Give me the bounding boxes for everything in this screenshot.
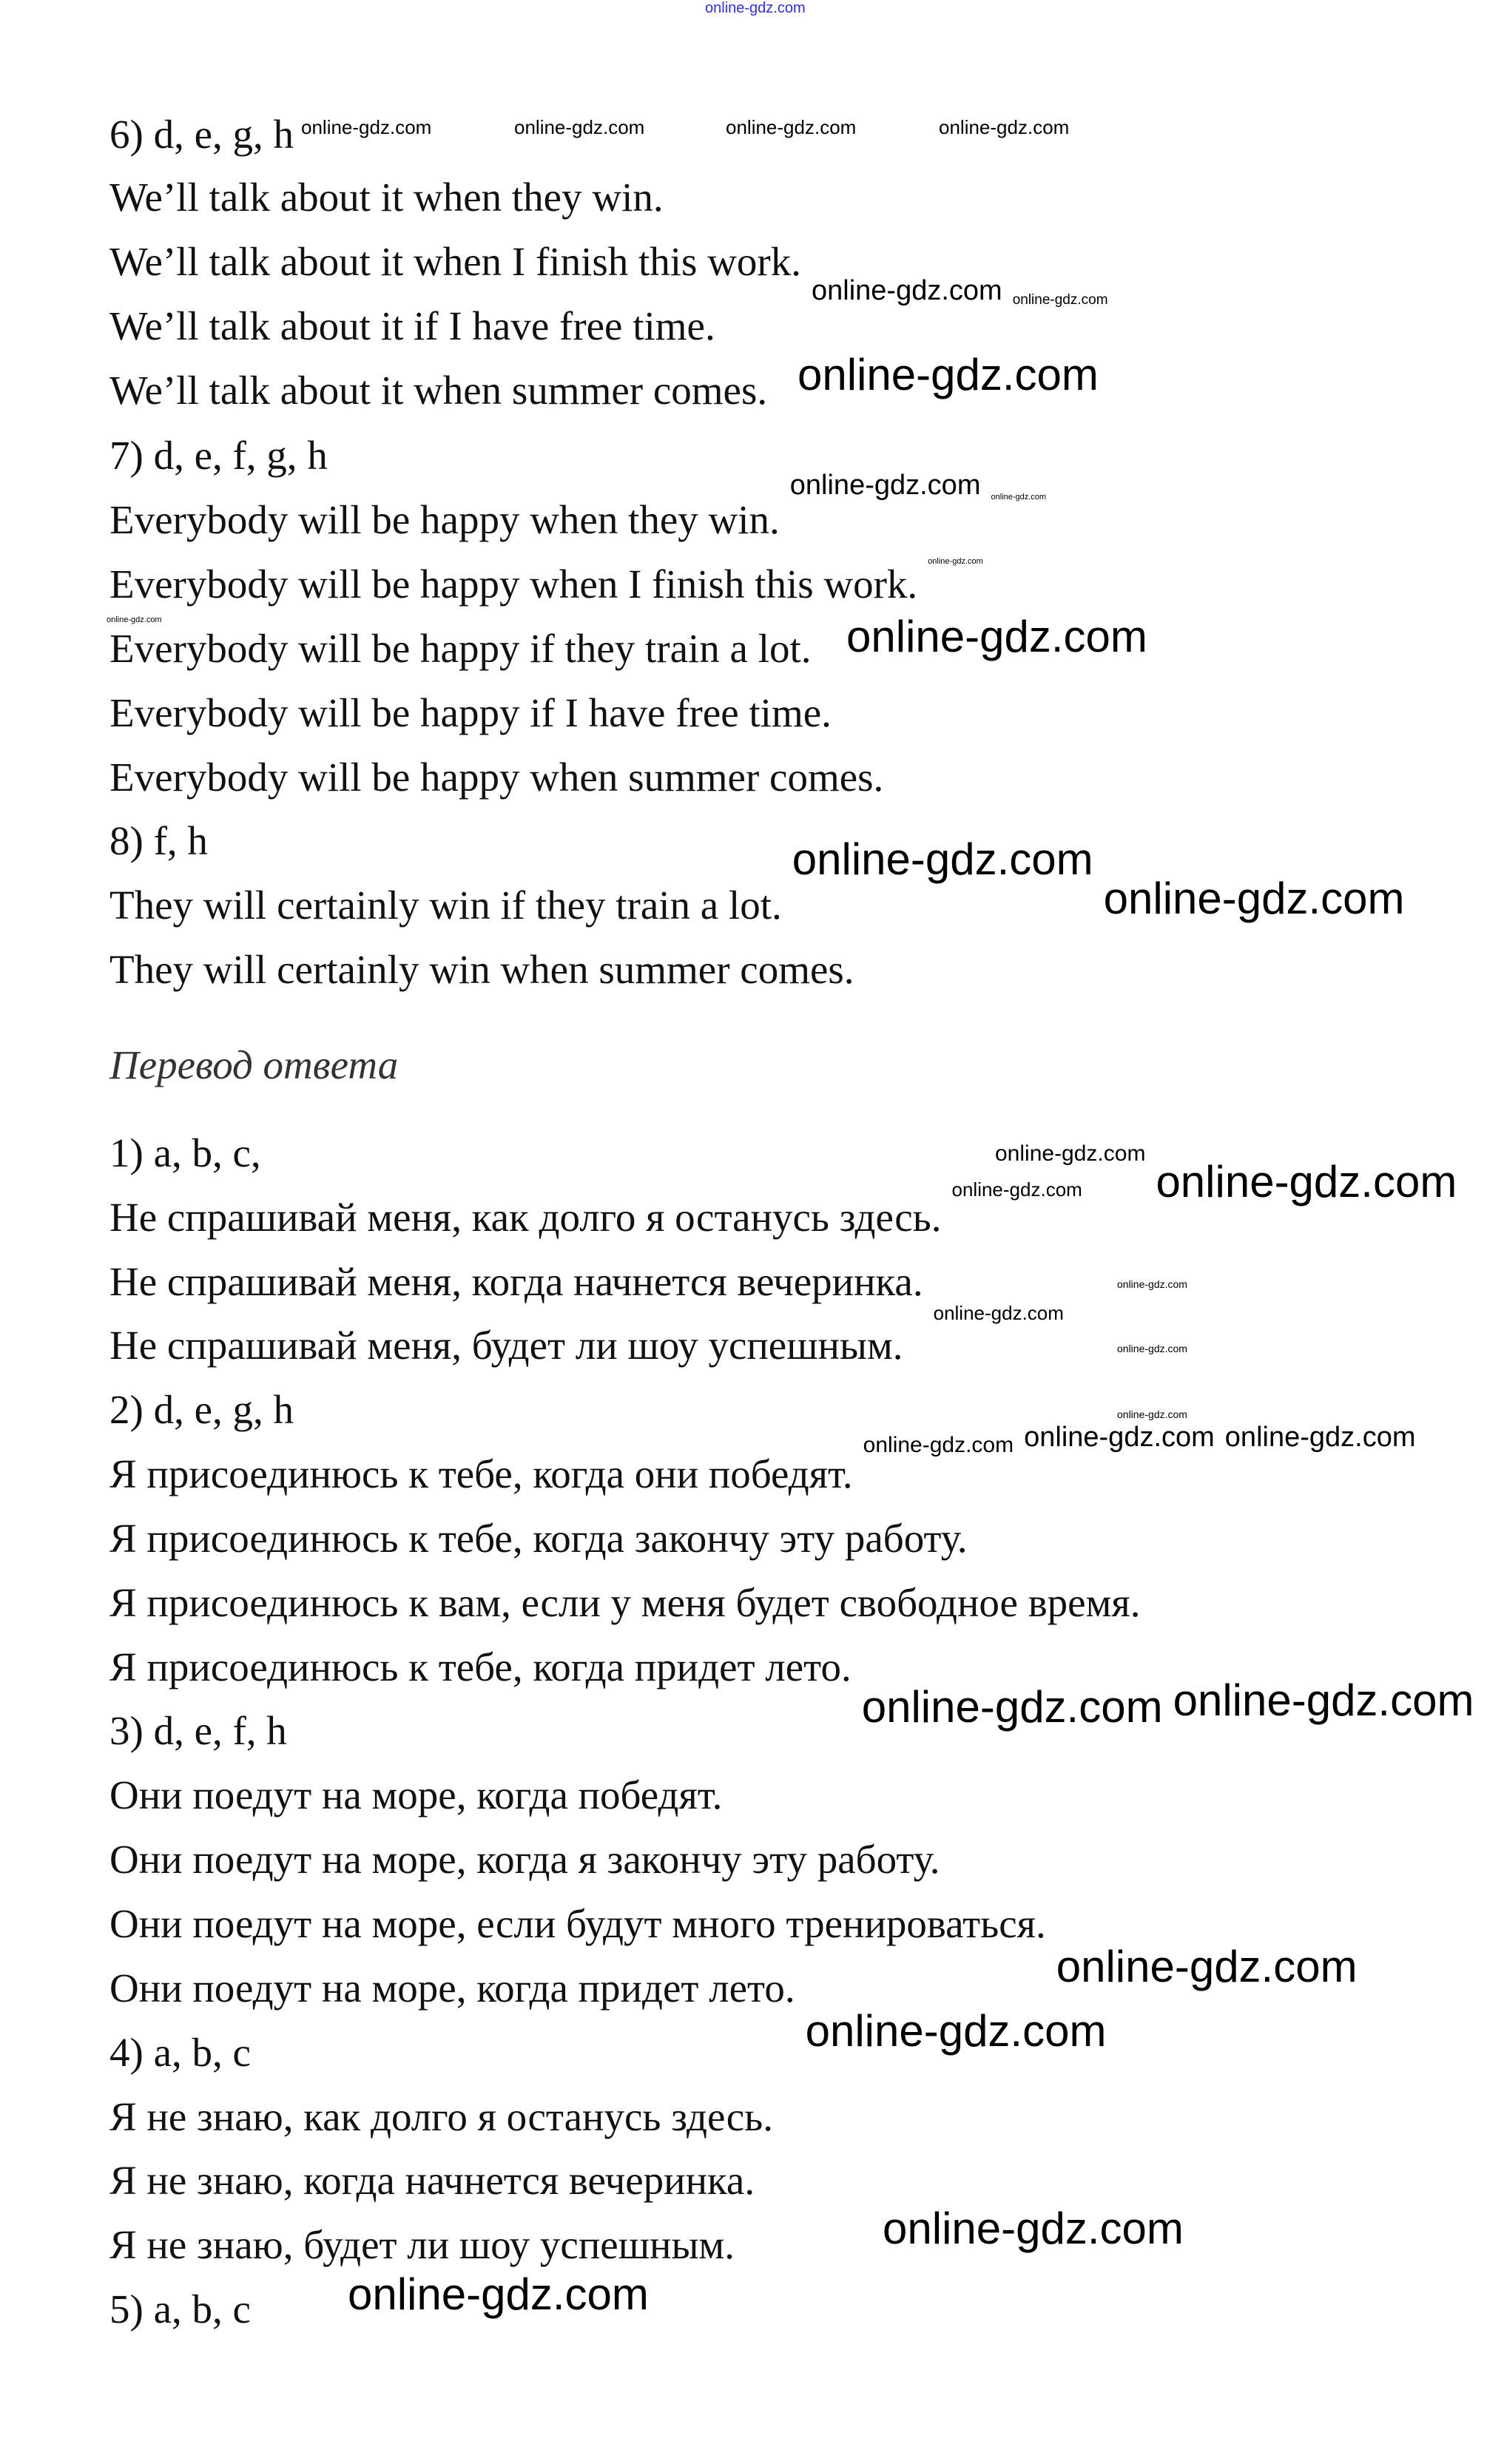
text-line: They will certainly win when summer comes. <box>109 947 854 992</box>
text-line: Не спрашивай меня, как долго я останусь здесь. <box>109 1195 942 1240</box>
watermark: online-gdz.com <box>792 834 1093 884</box>
watermark: online-gdz.com <box>1012 292 1108 308</box>
watermark: online-gdz.com <box>933 1302 1064 1324</box>
text-line: Они поедут на море, когда я закончу эту работу. <box>109 1837 940 1882</box>
answer-number: 8) f, h <box>109 818 208 863</box>
watermark: online-gdz.com <box>805 2006 1107 2056</box>
text-line: Я не знаю, когда начнется вечеринка. <box>109 2158 755 2203</box>
text-line: We’ll talk about it when they win. <box>109 175 664 220</box>
watermark: online-gdz.com <box>1056 1942 1358 1991</box>
watermark: online-gdz.com <box>991 493 1047 502</box>
text-line: We’ll talk about it when summer comes. <box>109 368 768 413</box>
text-line: Я присоединюсь к тебе, когда они победят. <box>109 1451 853 1496</box>
text-line: We’ll talk about it when I finish this work. <box>109 239 801 284</box>
text-line: Everybody will be happy when summer comes. <box>109 755 884 800</box>
watermark: online-gdz.com <box>863 1433 1014 1457</box>
text-line: Я не знаю, будет ли шоу успешным. <box>109 2222 735 2267</box>
watermark: online-gdz.com <box>107 615 162 624</box>
text-line: Я не знаю, как долго я останусь здесь. <box>109 2094 773 2139</box>
watermark: online-gdz.com <box>1117 1408 1187 1420</box>
watermark: online-gdz.com <box>1224 1422 1416 1453</box>
text-line: Everybody will be happy if they train a lot. <box>109 626 812 671</box>
text-line: Я присоединюсь к тебе, когда закончу эту работу. <box>109 1516 968 1561</box>
text-line: Не спрашивай меня, будет ли шоу успешным. <box>109 1323 903 1368</box>
text-line: Everybody will be happy when I finish this work. <box>109 561 918 607</box>
watermark: online-gdz.com <box>797 350 1099 399</box>
answer-number: 2) d, e, g, h <box>109 1387 294 1432</box>
text-line: Они поедут на море, когда победят. <box>109 1772 723 1817</box>
text-line: Не спрашивай меня, когда начнется вечеринка. <box>109 1259 923 1304</box>
text-line: They will certainly win if they train a lot. <box>109 882 782 928</box>
text-line: Они поедут на море, если будут много тренироваться. <box>109 1901 1046 1946</box>
watermark: online-gdz.com <box>812 275 1002 306</box>
watermark: online-gdz.com <box>883 2204 1184 2253</box>
watermark: online-gdz.com <box>348 2269 649 2319</box>
watermark: online-gdz.com <box>705 0 806 16</box>
answer-number: 1) a, b, c, <box>109 1130 261 1175</box>
answer-number: 5) a, b, c <box>109 2286 251 2332</box>
watermark: online-gdz.com <box>1103 874 1405 923</box>
text-line: We’ll talk about it if I have free time. <box>109 303 715 348</box>
watermark: online-gdz.com <box>1156 1157 1457 1206</box>
watermark: online-gdz.com <box>846 612 1147 661</box>
watermark: online-gdz.com <box>1024 1422 1215 1453</box>
watermark: online-gdz.com <box>928 557 983 566</box>
text-line: Они поедут на море, когда придет лето. <box>109 1965 795 2011</box>
answer-number: 6) d, e, g, h <box>109 112 294 157</box>
text-line: Я присоединюсь к тебе, когда придет лето. <box>109 1644 852 1690</box>
section-heading: Перевод ответа <box>109 1042 399 1087</box>
watermark: online-gdz.com <box>301 116 432 138</box>
answer-number: 3) d, e, f, h <box>109 1708 287 1753</box>
text-line: Everybody will be happy when they win. <box>109 497 780 542</box>
watermark: online-gdz.com <box>514 116 645 138</box>
watermark: online-gdz.com <box>726 116 857 138</box>
answer-number: 4) a, b, c <box>109 2030 251 2075</box>
watermark: online-gdz.com <box>939 116 1070 138</box>
watermark: online-gdz.com <box>1117 1343 1187 1354</box>
watermark: online-gdz.com <box>1173 1675 1474 1725</box>
answer-number: 7) d, e, f, g, h <box>109 433 328 478</box>
watermark: online-gdz.com <box>1117 1278 1187 1290</box>
text-line: Everybody will be happy if I have free time. <box>109 690 832 735</box>
watermark: online-gdz.com <box>995 1141 1146 1166</box>
watermark: online-gdz.com <box>951 1178 1082 1201</box>
watermark: online-gdz.com <box>861 1682 1163 1732</box>
watermark: online-gdz.com <box>789 470 981 501</box>
text-line: Я присоединюсь к вам, если у меня будет свободное время. <box>109 1580 1141 1625</box>
